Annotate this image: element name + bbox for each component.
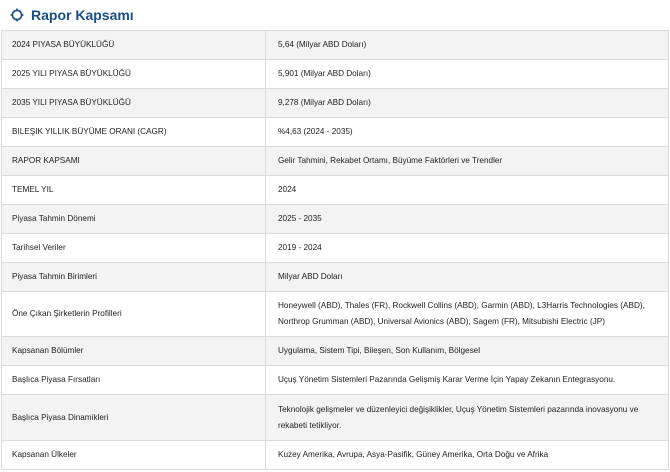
row-key: Kapsanan Bölümler bbox=[2, 337, 266, 366]
row-key: TEMEL YIL bbox=[2, 176, 266, 205]
table-row bbox=[2, 60, 669, 89]
table-row bbox=[2, 89, 669, 118]
crosshair-icon bbox=[10, 8, 24, 22]
row-key: Tarihsel Veriler bbox=[2, 234, 266, 263]
row-value: 2025 - 2035 bbox=[266, 205, 669, 234]
row-value: 5,64 (Milyar ABD Doları) bbox=[266, 31, 669, 60]
table-row bbox=[2, 337, 669, 366]
section-title: Rapor Kapsamı bbox=[31, 7, 134, 23]
table-row bbox=[2, 118, 669, 147]
table-row bbox=[2, 263, 669, 292]
row-value: Teknolojik gelişmeler ve düzenleyici değişiklikler, Uçuş Yönetim Sistemleri pazarında inovasyonu ve rekabeti tetikliyor. bbox=[266, 395, 669, 441]
row-key: 2035 YILI PIYASA BÜYÜKLÜĞÜ bbox=[2, 89, 266, 118]
row-key: 2024 PIYASA BÜYÜKLÜĞÜ bbox=[2, 31, 266, 60]
row-key: Başlıca Piyasa Dinamikleri bbox=[2, 395, 266, 441]
table-row bbox=[2, 176, 669, 205]
table-row bbox=[2, 441, 669, 470]
row-key: Kapsanan Ülkeler bbox=[2, 441, 266, 470]
row-value: Gelir Tahmini, Rekabet Ortamı, Büyüme Faktörleri ve Trendler bbox=[266, 147, 669, 176]
row-key: Başlıca Piyasa Fırsatları bbox=[2, 366, 266, 395]
table-row bbox=[2, 292, 669, 337]
row-value: Kuzey Amerika, Avrupa, Asya-Pasifik, Güney Amerika, Orta Doğu ve Afrika bbox=[266, 441, 669, 470]
table-row bbox=[2, 205, 669, 234]
row-value: 5,901 (Milyar ABD Doları) bbox=[266, 60, 669, 89]
row-value: 9,278 (Milyar ABD Doları) bbox=[266, 89, 669, 118]
report-scope-table bbox=[1, 30, 669, 470]
row-value: 2019 - 2024 bbox=[266, 234, 669, 263]
row-value: Uçuş Yönetim Sistemleri Pazarında Gelişmiş Karar Verme İçin Yapay Zekanın Entegrasyonu. bbox=[266, 366, 669, 395]
row-key: RAPOR KAPSAMI bbox=[2, 147, 266, 176]
table-row bbox=[2, 366, 669, 395]
table-row bbox=[2, 234, 669, 263]
row-value: 2024 bbox=[266, 176, 669, 205]
table-row bbox=[2, 395, 669, 441]
section-header bbox=[0, 0, 670, 30]
row-key: Piyasa Tahmin Dönemi bbox=[2, 205, 266, 234]
row-value: %4,63 (2024 - 2035) bbox=[266, 118, 669, 147]
row-key: Öne Çıkan Şirketlerin Profilleri bbox=[2, 292, 266, 337]
row-value: Uygulama, Sistem Tipi, Bileşen, Son Kullanım, Bölgesel bbox=[266, 337, 669, 366]
table-row bbox=[2, 31, 669, 60]
row-key: Piyasa Tahmin Birimleri bbox=[2, 263, 266, 292]
table-row bbox=[2, 147, 669, 176]
row-value: Honeywell (ABD), Thales (FR), Rockwell Collins (ABD), Garmin (ABD), L3Harris Technologies (ABD), Northrop Grumman (ABD), Universal Avionics (ABD), Sagem (FR), Mitsubishi Electric (JP) bbox=[266, 292, 669, 337]
row-value: Milyar ABD Doları bbox=[266, 263, 669, 292]
row-key: 2025 YILI PIYASA BÜYÜKLÜĞÜ bbox=[2, 60, 266, 89]
row-key: BILEŞIK YILLIK BÜYÜME ORANI (CAGR) bbox=[2, 118, 266, 147]
